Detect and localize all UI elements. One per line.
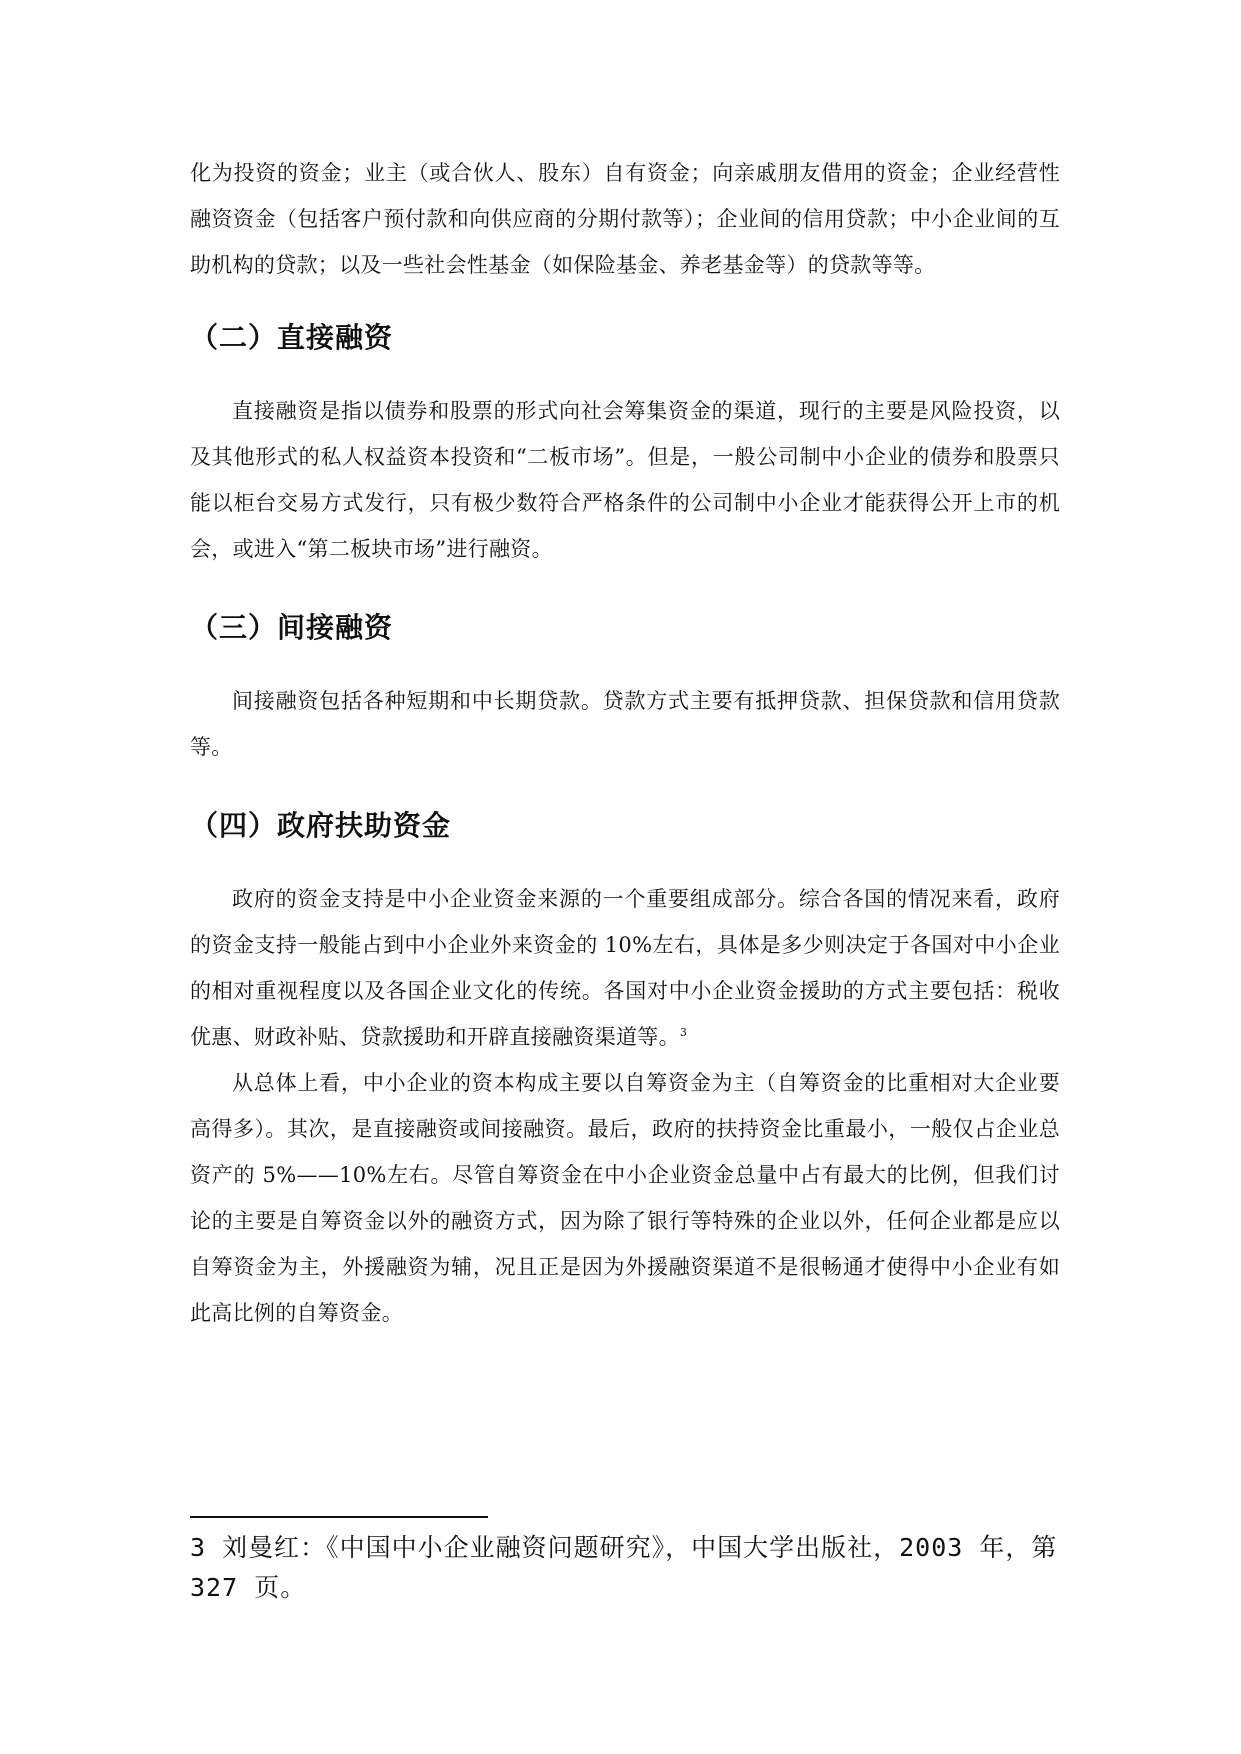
footnote-reference[interactable]: 3 [679,1026,688,1039]
paragraph-summary: 从总体上看，中小企业的资本构成主要以自筹资金为主（自筹资金的比重相对大企业要高得多）。其次，是直接融资或间接融资。最后，政府的扶持资金比重最小，一般仅占企业总资产的 5%——10%左右。尽管自筹资金在中小企业资金总量中占有最大的比例，但我们讨论的主要是自筹资金以外的融资方式，因为除了银行等特殊的企业以外，任何企业都是应以自筹资金为主，外援融资为辅，况且正是因为外援融资渠道不是很畅通才使得中小企业有如此高比例的自筹资金。 [190,1071,1060,1325]
paragraph-indirect-financing: 间接融资包括各种短期和中长期贷款。贷款方式主要有抵押贷款、担保贷款和信用贷款等。 [190,689,1060,759]
paragraph-government-text: 政府的资金支持是中小企业资金来源的一个重要组成部分。综合各国的情况来看，政府的资金支持一般能占到中小企业外来资金的 10%左右，具体是多少则决定于各国对中小企业的相对重视程度以及各国企业文化的传统。各国对中小企业资金援助的方式主要包括：税收优惠、财政补贴、贷款援助和开辟直接融资渠道等。 [190,887,1060,1049]
paragraph-government-funding [190,876,1060,1060]
paragraph-continued: 化为投资的资金；业主（或合伙人、股东）自有资金；向亲戚朋友借用的资金；企业经营性融资资金（包括客户预付款和向供应商的分期付款等）；企业间的信用贷款；中小企业间的互助机构的贷款；以及一些社会性基金（如保险基金、养老基金等）的贷款等等。 [190,161,1060,277]
document-body [190,150,1060,1336]
heading-government-funding: （四）政府扶助资金 [190,809,452,842]
heading-indirect-financing: （三）间接融资 [190,611,394,644]
heading-direct-financing: （二）直接融资 [190,321,394,354]
footnote-divider [190,1516,488,1518]
footnote-text: 3 刘曼红：《中国中小企业融资问题研究》，中国大学出版社，2003 年，第 327 页。 [190,1533,1058,1602]
paragraph-direct-financing: 直接融资是指以债券和股票的形式向社会筹集资金的渠道，现行的主要是风险投资，以及其他形式的私人权益资本投资和“二板市场”。但是，一般公司制中小企业的债券和股票只能以柜台交易方式发行，只有极少数符合严格条件的公司制中小企业才能获得公开上市的机会，或进入“第二板块市场”进行融资。 [190,399,1060,561]
